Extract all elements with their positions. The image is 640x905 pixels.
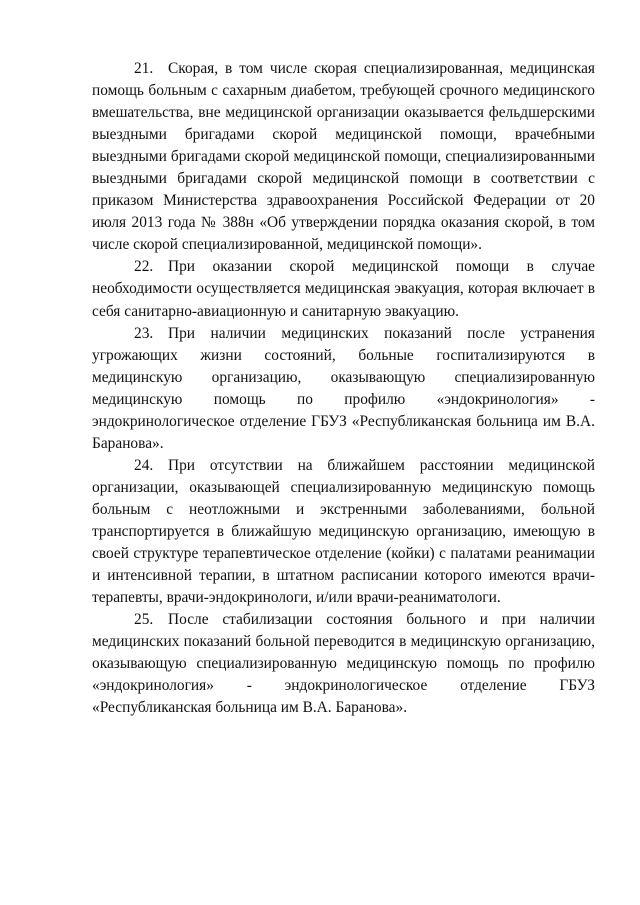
paragraph-21 [92,58,595,256]
paragraph-25 [92,609,595,719]
paragraph-number: 21. [134,60,154,77]
paragraph-number: 24. [134,456,154,474]
paragraph-number: 22. [134,258,154,276]
paragraph-text: При отсутствии на ближайшем расстоянии медицинской организации, оказывающей специализированную медицинскую помощь больным с неотложными и экстренными заболеваниями, больной транспортируется в ближайшую медицинскую организацию, имеющую в своей структуре терапевтическое отделение (койки) с палатами реанимации и интенсивной терапии, в штатном расписании которого имеются врачи-терапевты, врачи-эндокринологи, и/или врачи-реаниматологи. [92,456,595,607]
paragraph-number: 23. [134,324,154,342]
paragraph-text: Скорая, в том числе скорая специализированная, медицинская помощь больным с сахарным диабетом, требующей срочного медицинского вмешательства, вне медицинской организации оказывается фельдшерскими выездными бригадами скорой медицинской помощи, врачебными выездными бригадами скорой медицинской помощи, специализированными выездными бригадами скорой медицинской помощи в соответствии с приказом Министерства здравоохранения Российской Федерации от 20 июля 2013 года № 388н «Об утверждении порядка оказания скорой, в том числе скорой специализированной, медицинской помощи». [92,60,595,254]
paragraph-22 [92,256,595,322]
paragraph-text: При оказании скорой медицинской помощи в случае необходимости осуществляется медицинская эвакуация, которая включает в себя санитарно-авиационную и санитарную эвакуацию. [92,258,595,320]
paragraph-number: 25. [134,611,154,629]
paragraph-text: При наличии медицинских показаний после устранения угрожающих жизни состояний, больные госпитализируются в медицинскую организацию, оказывающую специализированную медицинскую помощь по профилю «эндокринология» - эндокринологическое отделение ГБУЗ «Республиканская больница им В.А. Баранова». [92,324,595,452]
paragraph-text: После стабилизации состояния больного и при наличии медицинских показаний больной переводится в медицинскую организацию, оказывающую специализированную медицинскую помощь по профилю «эндокринология» - эндокринологическое отделение ГБУЗ «Республиканская больница им В.А. Баранова». [92,611,595,717]
paragraph-24 [92,455,595,609]
document-page [92,58,595,719]
paragraph-23 [92,323,595,455]
